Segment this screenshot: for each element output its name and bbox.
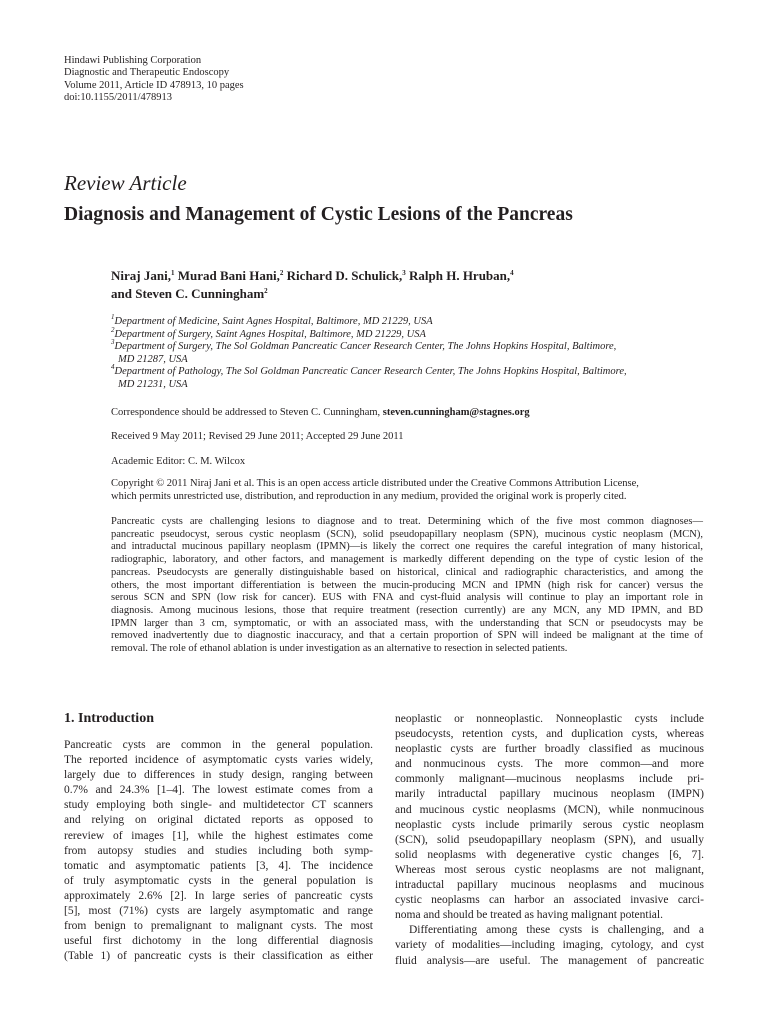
abstract-line: radiographic, laboratory, and other factors, and management is markedly different depending on the type of cystic lesion of the [111,554,703,566]
abstract [111,516,703,656]
abstract-line: diagnosis. Among mucinous lesions, those that require treatment (resection currently) are any MCN, any MD IPMN, and BD [111,604,703,616]
journal-header [64,55,244,104]
article-type: Review Article [64,171,187,195]
abstract-line: serous SCN and SPN (low risk for cancer). EUS with FNA and cyst-fluid analysis will continue to play an important role in [111,592,703,604]
doi: doi:10.1155/2011/478913 [64,91,173,103]
author: and Steven C. Cunningham [111,286,265,301]
body-line: marily intraductal papillary mucinous neoplasm (IMPN) [395,788,704,801]
body-line: tomatic and asymptomatic patients [3, 4]. The incidence [64,859,373,872]
author: Richard D. Schulick, [286,268,403,283]
affiliation-3: $^3$Department of Surgery, The Sol Goldman Pancreatic Cancer Research Center, The Johns Hopkins Hospital, Baltimore, [111,338,617,353]
body-line: Pancreatic cysts are common in the general population. [64,739,373,751]
abstract-line: pancreas. Pseudocysts are generally distinguishable based on historical, clinical and radiographic characteristics, and among the [111,566,703,578]
correspondence-email[interactable]: steven.cunningham@stagnes.org [382,407,530,418]
affiliation-3-cont: MD 21287, USA [118,353,188,365]
body-line: neoplastic cysts are further broadly classified as mucinous [395,743,704,756]
body-line: The reported incidence of asymptomatic cysts varies widely, [64,754,373,767]
affiliation-2: $^2$Department of Surgery, Saint Agnes Hospital, Baltimore, MD 21229, USA [111,325,426,340]
author-affil-mark: 4 [510,269,514,277]
publisher-name: Hindawi Publishing Corporation [64,55,202,66]
author-affil-mark: 3 [402,269,406,277]
body-line: fluid analysis—are useful. The management of pancreatic [395,954,704,967]
section-heading-introduction: 1. Introduction [64,711,154,726]
abstract-line: IPMN larger than 3 cm, symptomatic, or with an associated mass, with the understanding that SCN or pseudocysts may be [111,617,703,629]
affiliations [111,313,711,392]
academic-editor: Academic Editor: C. M. Wilcox [111,456,246,467]
body-line: from benign to premalignant to malignant cysts. The most [64,920,373,933]
author: Niraj Jani, [111,268,171,283]
received-dates: Received 9 May 2011; Revised 29 June 2011; Accepted 29 June 2011 [111,431,404,442]
affiliation-1: $^1$Department of Medicine, Saint Agnes Hospital, Baltimore, MD 21229, USA [111,313,433,327]
author: Ralph H. Hruban, [409,268,511,283]
body-line: intraductal papillary mucinous neoplasms and mucinous [395,879,704,892]
body-line: solid neoplasms with degenerative cystic changes [6, 7]. [395,848,704,861]
body-line: Whereas most serous cystic neoplasms are not malignant, [395,863,704,876]
body-line: and nonmucinous cysts. The more common—and more [395,758,704,771]
body-line: [5], most (71%) cysts are largely asymptomatic and range [64,905,373,918]
journal-name: Diagnostic and Therapeutic Endoscopy [64,67,230,79]
body-line: pseudocysts, retention cysts, and duplication cysts, whereas [395,728,704,741]
abstract-line: pancreatic pseudocyst, serous cystic neoplasm (SCN), solid pseudopapillary neoplasm (SPN), mucinous cystic neoplasm (MCN), [111,528,703,540]
abstract-line: removal. The role of ethanol ablation is under investigation as an alternative to resection in selected patients. [111,643,568,655]
body-line: (SCN), solid pseudopapillary neoplasm (SPN), and usually [395,833,704,846]
body-column-left [64,738,373,964]
author-line-1 [111,267,514,285]
body-line: approximately 2.6% [2]. In large series of pancreatic cysts [64,889,373,902]
paper-title: Diagnosis and Management of Cystic Lesions of the Pancreas [64,204,573,225]
affiliation-4: $^4$Department of Pathology, The Sol Goldman Pancreatic Cancer Research Center, The Johns Hopkins Hospital, Baltimore, [111,363,627,378]
body-line: of truly asymptomatic cysts in the general population is [64,874,373,887]
body-line: commonly malignant—mucinous neoplasms include pri- [395,773,704,786]
body-line: useful first dichotomy in the long differential diagnosis [64,935,373,948]
body-line: neoplastic cysts include primarily serous cystic neoplasm [395,818,704,831]
abstract-line: Pancreatic cysts are challenging lesions to diagnose and to treat. Determining which of the five most common diagnoses— [111,516,703,527]
body-line: variety of modalities—including imaging, cytology, and cyst [395,939,704,952]
abstract-line: others, the most important differentiation is between the mucin-producing MCN and IPMN (high risk for cancer) versus the [111,579,703,591]
author-affil-mark: 2 [264,287,268,295]
author-line-2 [111,285,514,303]
copyright: Copyright © 2011 Niraj Jani et al. This is an open access article distributed under the Creative Commons Attribution License, which permits unrestricted use, distribution, and reproduction in any medium, provided the original work is properly cited. [111,478,639,502]
abstract-line: removed inadvertently due to diagnostic inaccuracy, and that a certain proportion of SPN will indeed be malignant at the time of [111,630,703,642]
author-affil-mark: 1 [170,269,175,277]
body-line: (Table 1) of pancreatic cysts is their classification as either [64,950,373,963]
volume-info: Volume 2011, Article ID 478913, 10 pages [64,79,244,91]
affiliation-4-cont: MD 21231, USA [118,378,188,390]
author: Murad Bani Hani, [177,268,280,283]
body-line: 0.7% and 24.3% [1–4]. The lowest estimate comes from a [64,784,373,797]
body-line: from autopsy studies and studies including both symp- [64,844,373,857]
body-line: study employing both single- and multidetector CT scanners [64,799,373,812]
body-line: cystic neoplasms can harbor an associated invasive carci- [395,894,704,907]
body-line: and mucinous cystic neoplasms (MCN), while nonmucinous [395,803,704,816]
body-column-right [395,712,704,969]
body-line: largely due to differences in study design, ranging between [64,769,373,782]
author-affil-mark: 2 [279,269,284,277]
body-line: rereview of images [1], while the highest estimates come [64,829,373,842]
body-line: neoplastic or nonneoplastic. Nonneoplastic cysts include [395,713,704,725]
body-line: and relying on original dictated reports as opposed to [64,814,373,827]
body-line: Differentiating among these cysts is challenging, and a [409,924,704,937]
author-list [111,267,514,303]
body-line: noma and should be treated as having malignant potential. [395,909,663,922]
abstract-line: and intraductal mucinous papillary neoplasm (IPMN)—is likely the correct one requires the careful integration of many historical, [111,541,703,553]
correspondence: Correspondence should be addressed to Steven C. Cunningham, steven.cunningham@stagnes.org [111,407,530,418]
